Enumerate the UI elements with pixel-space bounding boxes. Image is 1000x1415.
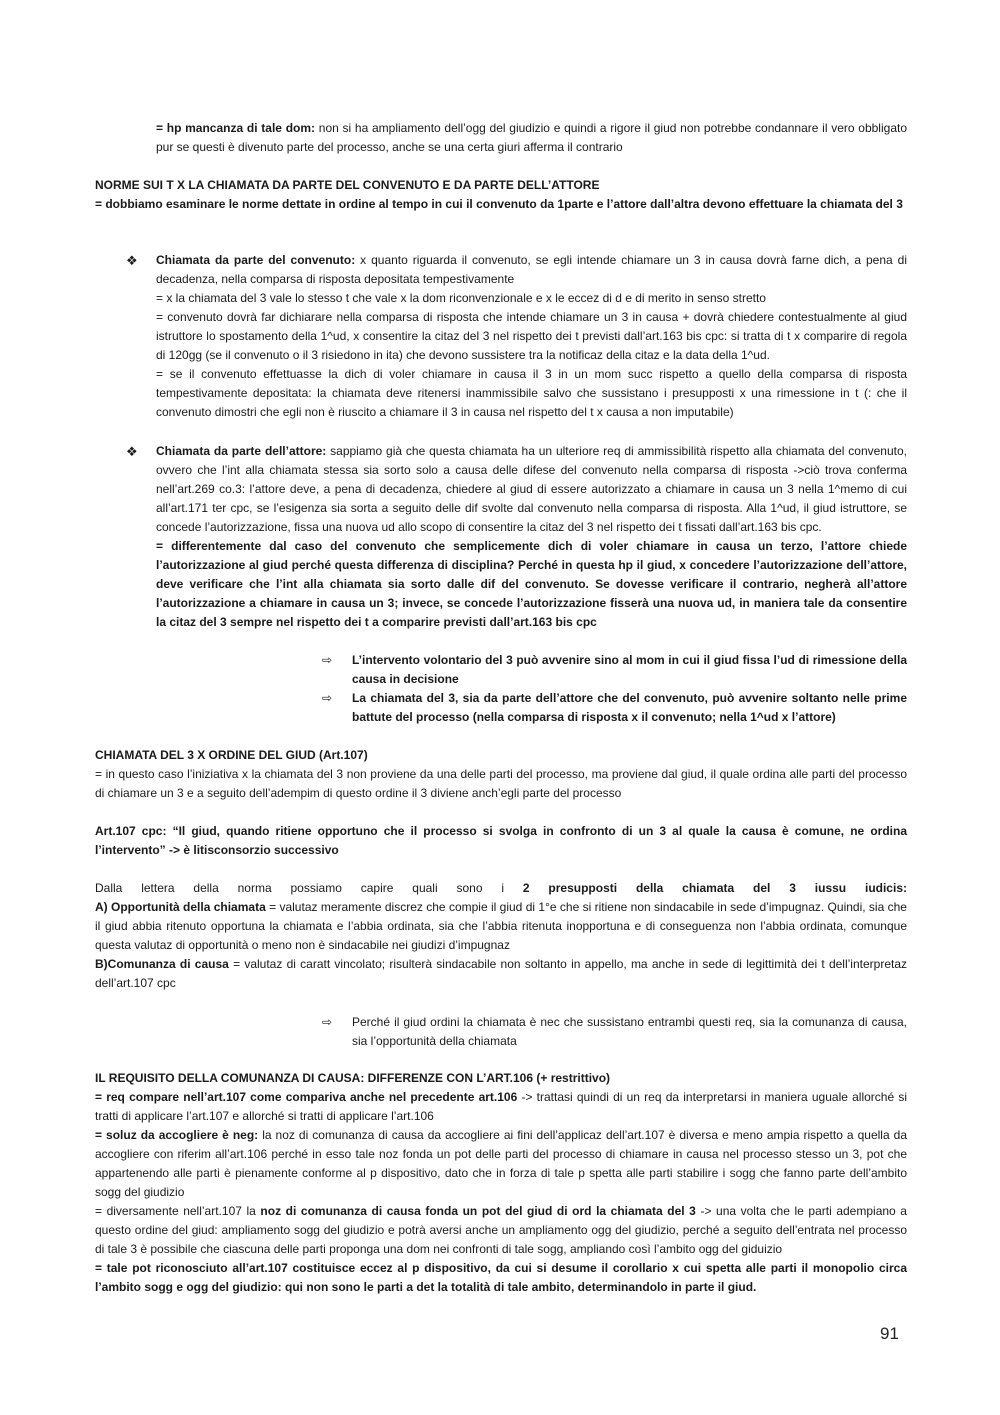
section-body-comunanza xyxy=(95,1088,907,1297)
section-heading-chiamata-ordine-giud: CHIAMATA DEL 3 X ORDINE DEL GIUD (Art.107) xyxy=(95,748,368,762)
arrow-item-entrambi-req: Perché il giud ordini la chiamata è nec che sussistano entrambi questi req, sia la comunanza di causa, sia l’opportunità della chiamata xyxy=(352,1015,907,1048)
paragraph-text: la noz di comunanza di causa da accogliere ai fini dell’applicaz dell’art.107 è diversa e meno ampia rispetto a quella da accogliere con riferim all’art.106 perché in esso tale noz fonda un pot delle parti del processo di chiamare in causa nel processo stesso un 3, pot che appartenendo alle parti è pienamente conforme al p dispositivo, dato che in forza di tale p spetta alle parti stabilire i sogg che fanno parte dell’ambito sogg del giudizio xyxy=(95,1128,907,1199)
arrow-bullet-icon: ⇨ xyxy=(322,1015,333,1029)
paragraph-hp-mancanza xyxy=(156,119,907,157)
arrow-bullet-icon: ⇨ xyxy=(322,653,333,667)
paragraph-presupposti-intro xyxy=(95,879,907,898)
bullet-subparagraph: = x la chiamata del 3 vale lo stesso t che vale x la dom riconvenzionale e x le eccez di d e di merito in senso stretto xyxy=(156,291,766,305)
paragraph-lead: = req compare nell’art.107 come compariva anche nel precedente art.106 xyxy=(95,1090,518,1104)
bullet-subparagraph-bold: = differentemente dal caso del convenuto che semplicemente dich di voler chiamare in causa un terzo, l’attore chiede l’autorizzazione al giud perché questa differenza di disciplina? Perché in questa hp il giud, x concedere l’autorizzazione dell’attore, deve verificare che l’int alla chiamata sia sorto dalle dif del convenuto. Se dovesse verificare il contrario, negherà all’attore l’autorizzazione a chiamare in causa un 3; invece, se concede l’autorizzazione fisserà una nuova ud, in maniera tale da consentire la citaz del 3 sempre nel rispetto dei t a comparire previsti dall’art.163 bis cpc xyxy=(156,539,907,629)
paragraph-bold-text: noz di comunanza di causa fonda un pot del giud di ord la chiamata del 3 xyxy=(260,1204,696,1218)
paragraph-text: non si ha ampliamento dell’ogg del giudizio e quindi a rigore il giud non potrebbe condannare il vero obbligato pur se questi è divenuto parte del processo, anche se una certa giuri afferma il contrario xyxy=(156,121,907,154)
paragraph-lead: = soluz da accogliere è neg: xyxy=(95,1128,259,1142)
bullet-paragraph xyxy=(156,251,907,289)
paragraph-text: Dalla lettera della norma possiamo capire quali sono i xyxy=(95,881,523,895)
bullet-text: x quanto riguarda il convenuto, se egli intende chiamare un 3 in causa dovrà farne dich, a pena di decadenza, nella comparsa di risposta depositata tempestivamente xyxy=(156,253,907,286)
paragraph-comunanza xyxy=(95,955,907,993)
bullet-paragraph xyxy=(156,442,907,537)
paragraph-bold-text: 2 presupposti della chiamata del 3 iussu iudicis: xyxy=(522,881,907,895)
bullet-subparagraph: = convenuto dovrà far dichiarare nella comparsa di risposta che intende chiamare un 3 in causa + dovrà chiedere contestualmente al giud istruttore lo spostamento della 1^ud, x consentire la citaz del 3 nel rispetto dei t previsti dall’art.163 bis cpc: si tratta di t x comparire di regola di 120gg (se il convenuto o il 3 risiedono in ita) che devono sussistere tra la notificaz della citaz e la data della 1^ud. xyxy=(156,310,907,362)
paragraph-diversamente xyxy=(95,1202,907,1259)
bullet-subparagraph: = se il convenuto effettuasse la dich di voler chiamare in causa il 3 in un mom succ rispetto a quello della comparsa di risposta tempestivamente depositata: la chiamata deve ritenersi inammissibile salvo che sussistano i presupposti x una rimessione in t (: che il convenuto dimostri che egli non è riuscito a chiamare il 3 in causa nel rispetto del t x causa a non imputabile) xyxy=(156,367,907,419)
paragraph-text: -> trattasi quindi di un req da interpretarsi in maniera uguale allorché si tratti di applicare l’art.107 e allorché si tratti di applicare l’art.106 xyxy=(95,1090,908,1123)
paragraph-lead: B)Comunanza di causa xyxy=(95,957,229,971)
paragraph-text: = diversamente nell’art.107 la xyxy=(95,1204,261,1218)
arrow-bullet-icon: ⇨ xyxy=(322,691,333,705)
bullet-item-chiamata-attore xyxy=(156,442,907,632)
paragraph-art-107-quote: Art.107 cpc: “Il giud, quando ritiene opportuno che il processo si svolga in confronto di un 3 al quale la causa è comune, ne ordina l’intervento” -> è litisconsorzio successivo xyxy=(95,824,907,857)
paragraph-text: = valutaz di caratt vincolato; risulterà sindacabile non soltanto in appello, ma anche in sede di legittimità dei t dell’interpretaz dell’art.107 cpc xyxy=(95,957,907,990)
diamond-bullet-icon: ❖ xyxy=(126,253,138,268)
paragraph-dobbiamo-esaminare: = dobbiamo esaminare le norme dettate in ordine al tempo in cui il convenuto da 1parte e l’attore dall’altra devono effettuare la chiamata del 3 xyxy=(95,197,903,211)
paragraph-text: -> una volta che le parti adempiano a questo ordine del giud: ampliamento sogg del giudizio e potrà aversi anche un ampliamento ogg del giudizio, perché a seguito dell’entrata nel processo di tale 3 è possibile che ciascuna delle parti proponga una dom nei confronti di tale sogg, ampliando così l’ambito ogg del giduizio xyxy=(95,1204,907,1256)
bullet-item-chiamata-convenuto xyxy=(156,251,907,422)
bullet-lead: Chiamata da parte del convenuto: xyxy=(156,253,356,267)
paragraph-lead: = hp mancanza di tale dom: xyxy=(156,121,316,135)
paragraph-opportunita xyxy=(95,898,907,955)
section-heading-requisito-comunanza: IL REQUISITO DELLA COMUNANZA DI CAUSA: DIFFERENZE CON L’ART.106 (+ restrittivo) xyxy=(95,1071,611,1085)
page-number: 91 xyxy=(880,1324,899,1343)
paragraph-tale-pot: = tale pot riconosciuto all’art.107 costituisce eccez al p dispositivo, da cui si desume il corollario x cui spetta alle parti il monopolio circa l’ambito sogg e ogg del giudizio: qui non sono le parti a det la totalità di tale ambito, determinandolo in parte il giud. xyxy=(95,1261,907,1294)
bullet-lead: Chiamata da parte dell’attore: xyxy=(156,444,327,458)
bullet-text: sappiamo già che questa chiamata ha un ulteriore req di ammissibilità rispetto alla chiamata del convenuto, ovvero che l’int alla chiamata stessa sia sorto solo a causa delle difese del convenuto nella comparsa di risposta ->ciò trova conferma nell’art.269 co.3: l’attore deve, a pena di decadenza, chiedere al giud di essere autorizzato a chiamare in causa un 3 nella 1^memo di cui all’art.171 ter cpc, se l’esigenza sia sorta a seguito delle dif svolte dal convenuto nella comparsa di risposta. Alla 1^ud, il giud istruttore, se concede l’autorizzazione, fissa una nuova ud allo scopo di consentire la citaz del 3 nel rispetto dei t fissati dall’art.163 bis cpc. xyxy=(156,444,907,534)
section-heading-norme-sui-t: NORME SUI T X LA CHIAMATA DA PARTE DEL CONVENUTO E DA PARTE DELL’ATTORE xyxy=(95,178,600,192)
paragraph-req-compare xyxy=(95,1088,907,1126)
paragraph-soluz-neg xyxy=(95,1126,907,1202)
paragraph-lead: A) Opportunità della chiamata xyxy=(95,900,266,914)
paragraph-text: = valutaz meramente discrez che compie il giud di 1°e che si ritiene non sindacabile in sede d’impugnaz. Quindi, sia che il giud abbia ritenuto opportuna la chiamata e l’abbia ordinata, sia che l’abbia ritenuta inopportuna e di conseguenza non l’abbia ordinata, comunque questa valutaz di opportunità o meno non è sindacabile nei giudizi d’impugnaz xyxy=(95,900,907,952)
arrow-item-intervento-volontario: L’intervento volontario del 3 può avvenire sino al mom in cui il giud fissa l’ud di rimessione della causa in decisione xyxy=(352,653,907,686)
diamond-bullet-icon: ❖ xyxy=(126,444,138,459)
arrow-item-chiamata-del-3: La chiamata del 3, sia da parte dell’attore che del convenuto, può avvenire soltanto nelle prime battute del processo (nella comparsa di risposta x il convenuto; nella 1^ud x l’attore) xyxy=(352,691,907,724)
paragraph-iniziativa-chiamata: = in questo caso l’iniziativa x la chiamata del 3 non proviene da una delle parti del processo, ma proviene dal giud, il quale ordina alle parti del processo di chiamare un 3 e a seguito dell’adempim di questo ordine il 3 diviene anch’egli parte del processo xyxy=(95,767,907,800)
